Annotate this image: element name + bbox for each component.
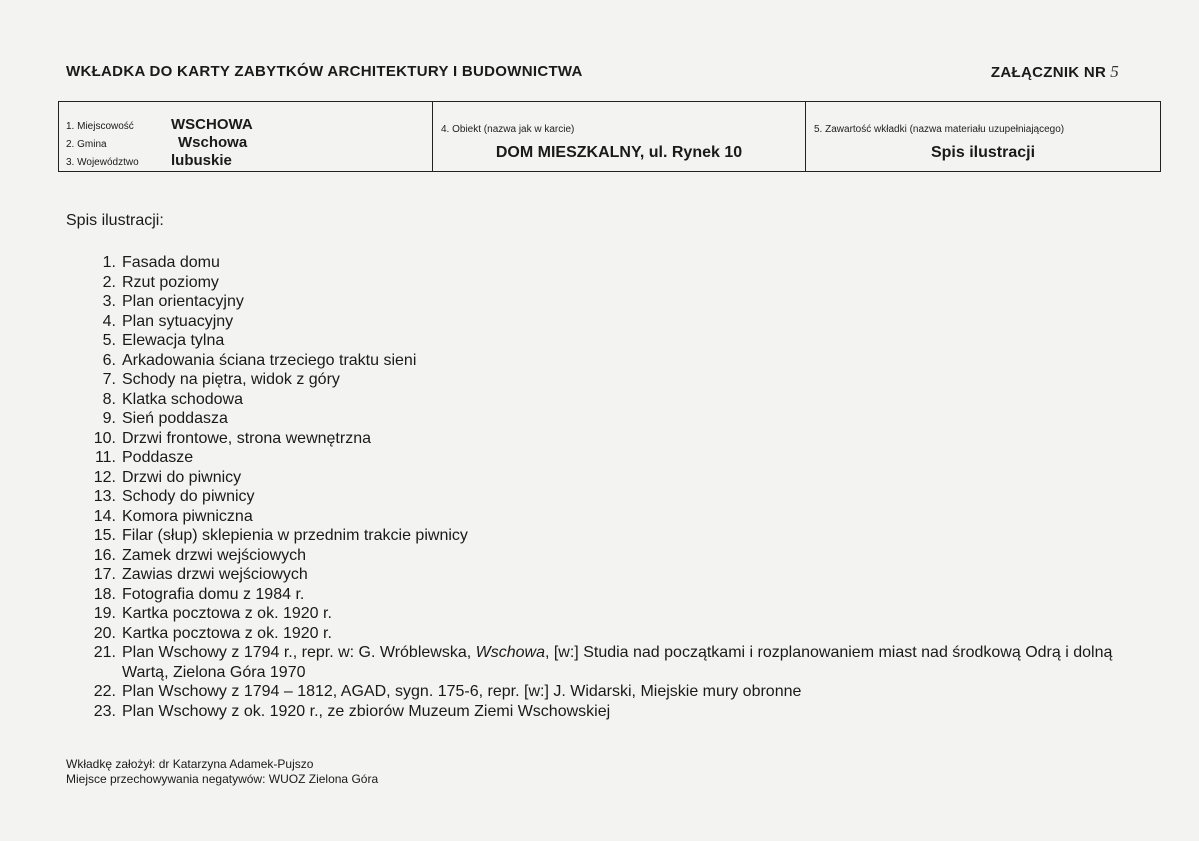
list-item-text bbox=[122, 643, 1140, 682]
object-label: 4. Obiekt (nazwa jak w karcie) bbox=[441, 124, 575, 135]
commune-row bbox=[66, 134, 247, 151]
object-value: DOM MIESZKALNY, ul. Rynek 10 bbox=[495, 144, 743, 161]
storage-line: Miejsce przechowywania negatywów: WUOZ Zielona Góra bbox=[66, 772, 379, 786]
list-item-number: 9. bbox=[102, 410, 116, 427]
list-item-number: 3. bbox=[102, 293, 116, 310]
list-item bbox=[90, 370, 1140, 390]
list-item-number: 4. bbox=[102, 312, 116, 330]
list-item bbox=[90, 351, 1140, 371]
list-item-text: Plan Wschowy z 1794 – 1812, AGAD, sygn. 175-6, repr. [w:] J. Widarski, Miejskie mury obronne bbox=[122, 683, 802, 700]
list-item bbox=[90, 604, 1140, 624]
locality-label: 1. Miejscowość bbox=[66, 121, 134, 132]
list-item-text: Kartka pocztowa z ok. 1920 r. bbox=[122, 605, 332, 622]
list-item-number: 23. bbox=[93, 702, 116, 720]
document-title: WKŁADKA DO KARTY ZABYTKÓW ARCHITEKTURY I BUDOWNICTWA bbox=[66, 63, 583, 80]
list-item-text: Filar (słup) sklepienia w przednim trakcie piwnicy bbox=[122, 527, 468, 544]
list-item-text-italic: Wschowa bbox=[475, 644, 545, 661]
author-line: Wkładkę założył: dr Katarzyna Adamek-Pujszo bbox=[66, 757, 314, 771]
list-item-text: Klatka schodowa bbox=[122, 390, 243, 408]
list-item-number: 10. bbox=[93, 429, 116, 447]
list-item-number: 15. bbox=[93, 527, 116, 544]
list-item bbox=[90, 487, 1140, 507]
list-item-text: Drzwi frontowe, strona wewnętrzna bbox=[122, 429, 371, 447]
list-item-number: 19. bbox=[93, 605, 116, 622]
content-label: 5. Zawartość wkładki (nazwa materiału uzupełniającego) bbox=[814, 124, 1065, 135]
voivodeship-row bbox=[66, 152, 232, 169]
list-item-number: 18. bbox=[93, 585, 116, 603]
list-item bbox=[90, 390, 1140, 410]
list-item-text: Drzwi do piwnicy bbox=[122, 468, 242, 486]
list-item bbox=[90, 253, 1140, 273]
list-item bbox=[90, 273, 1140, 293]
list-item-text-part: Plan Wschowy z 1794 r., repr. w: G. Wróblewska, bbox=[122, 644, 476, 661]
attachment-number-value: 5 bbox=[1110, 62, 1119, 81]
list-item-number: 2. bbox=[102, 273, 116, 291]
list-item-number: 21. bbox=[93, 644, 116, 661]
locality-row bbox=[66, 116, 253, 133]
commune-value: Wschowa bbox=[178, 134, 248, 151]
list-item-number: 5. bbox=[102, 332, 116, 349]
list-item bbox=[90, 643, 1140, 682]
content-cell bbox=[805, 102, 1160, 171]
list-item-number: 14. bbox=[93, 507, 116, 525]
list-item-number: 1. bbox=[102, 254, 116, 271]
attachment-number bbox=[991, 62, 1119, 82]
list-item bbox=[90, 292, 1140, 312]
list-item bbox=[90, 429, 1140, 449]
list-title: Spis ilustracji: bbox=[66, 212, 164, 229]
list-item bbox=[90, 312, 1140, 332]
list-item bbox=[90, 409, 1140, 429]
list-item-text: Elewacja tylna bbox=[122, 332, 225, 349]
list-item-text: Arkadowania ściana trzeciego traktu sieni bbox=[122, 351, 417, 369]
list-item bbox=[90, 546, 1140, 566]
list-item-text: Plan Wschowy z ok. 1920 r., ze zbiorów Muzeum Ziemi Wschowskiej bbox=[122, 702, 611, 720]
list-item bbox=[90, 702, 1140, 722]
list-item-text: Kartka pocztowa z ok. 1920 r. bbox=[122, 624, 332, 642]
footer bbox=[66, 757, 378, 787]
list-item-number: 22. bbox=[93, 683, 116, 700]
list-item-number: 13. bbox=[93, 488, 116, 505]
list-item-number: 6. bbox=[102, 351, 116, 369]
list-item-number: 12. bbox=[93, 468, 116, 486]
list-item bbox=[90, 331, 1140, 351]
content-value: Spis ilustracji bbox=[930, 144, 1036, 161]
list-item bbox=[90, 585, 1140, 605]
list-item-number: 17. bbox=[93, 566, 116, 583]
list-item-text-part: , [w:] Studia nad początkami i rozplanowaniem miast nad środkową Odrą i dolną Wartą, Zielona Góra 1970 bbox=[122, 644, 1113, 681]
list-item-number: 20. bbox=[93, 624, 116, 642]
list-item bbox=[90, 624, 1140, 644]
list-item-text: Fasada domu bbox=[122, 254, 220, 271]
illustrations-list bbox=[90, 253, 1140, 721]
list-item-number: 7. bbox=[102, 371, 116, 388]
location-cell bbox=[59, 102, 432, 171]
list-item-text: Zamek drzwi wejściowych bbox=[122, 546, 307, 564]
list-item-text: Plan sytuacyjny bbox=[122, 312, 234, 330]
list-item bbox=[90, 468, 1140, 488]
object-cell bbox=[432, 102, 805, 171]
list-item-text: Schody do piwnicy bbox=[122, 488, 255, 505]
info-table bbox=[58, 101, 1161, 172]
list-item-text: Fotografia domu z 1984 r. bbox=[122, 585, 305, 603]
list-item bbox=[90, 507, 1140, 527]
list-item-number: 16. bbox=[93, 546, 116, 564]
list-item bbox=[90, 448, 1140, 468]
list-item bbox=[90, 565, 1140, 585]
list-item-number: 8. bbox=[102, 390, 116, 408]
voivodeship-value: lubuskie bbox=[171, 152, 232, 169]
list-item-text: Poddasze bbox=[122, 449, 194, 466]
list-item-text: Schody na piętra, widok z góry bbox=[122, 371, 340, 388]
list-item-text: Zawias drzwi wejściowych bbox=[122, 566, 308, 583]
list-item bbox=[90, 682, 1140, 702]
list-item-text: Rzut poziomy bbox=[122, 273, 219, 291]
voivodeship-label: 3. Województwo bbox=[66, 157, 139, 168]
locality-value: WSCHOWA bbox=[171, 116, 253, 133]
list-item bbox=[90, 526, 1140, 546]
list-item-number: 11. bbox=[94, 449, 116, 466]
list-item-text: Plan orientacyjny bbox=[122, 293, 244, 310]
list-item-text: Sień poddasza bbox=[122, 410, 228, 427]
attachment-label: ZAŁĄCZNIK NR bbox=[990, 64, 1107, 81]
commune-label: 2. Gmina bbox=[66, 139, 107, 150]
list-item-text: Komora piwniczna bbox=[122, 507, 253, 525]
